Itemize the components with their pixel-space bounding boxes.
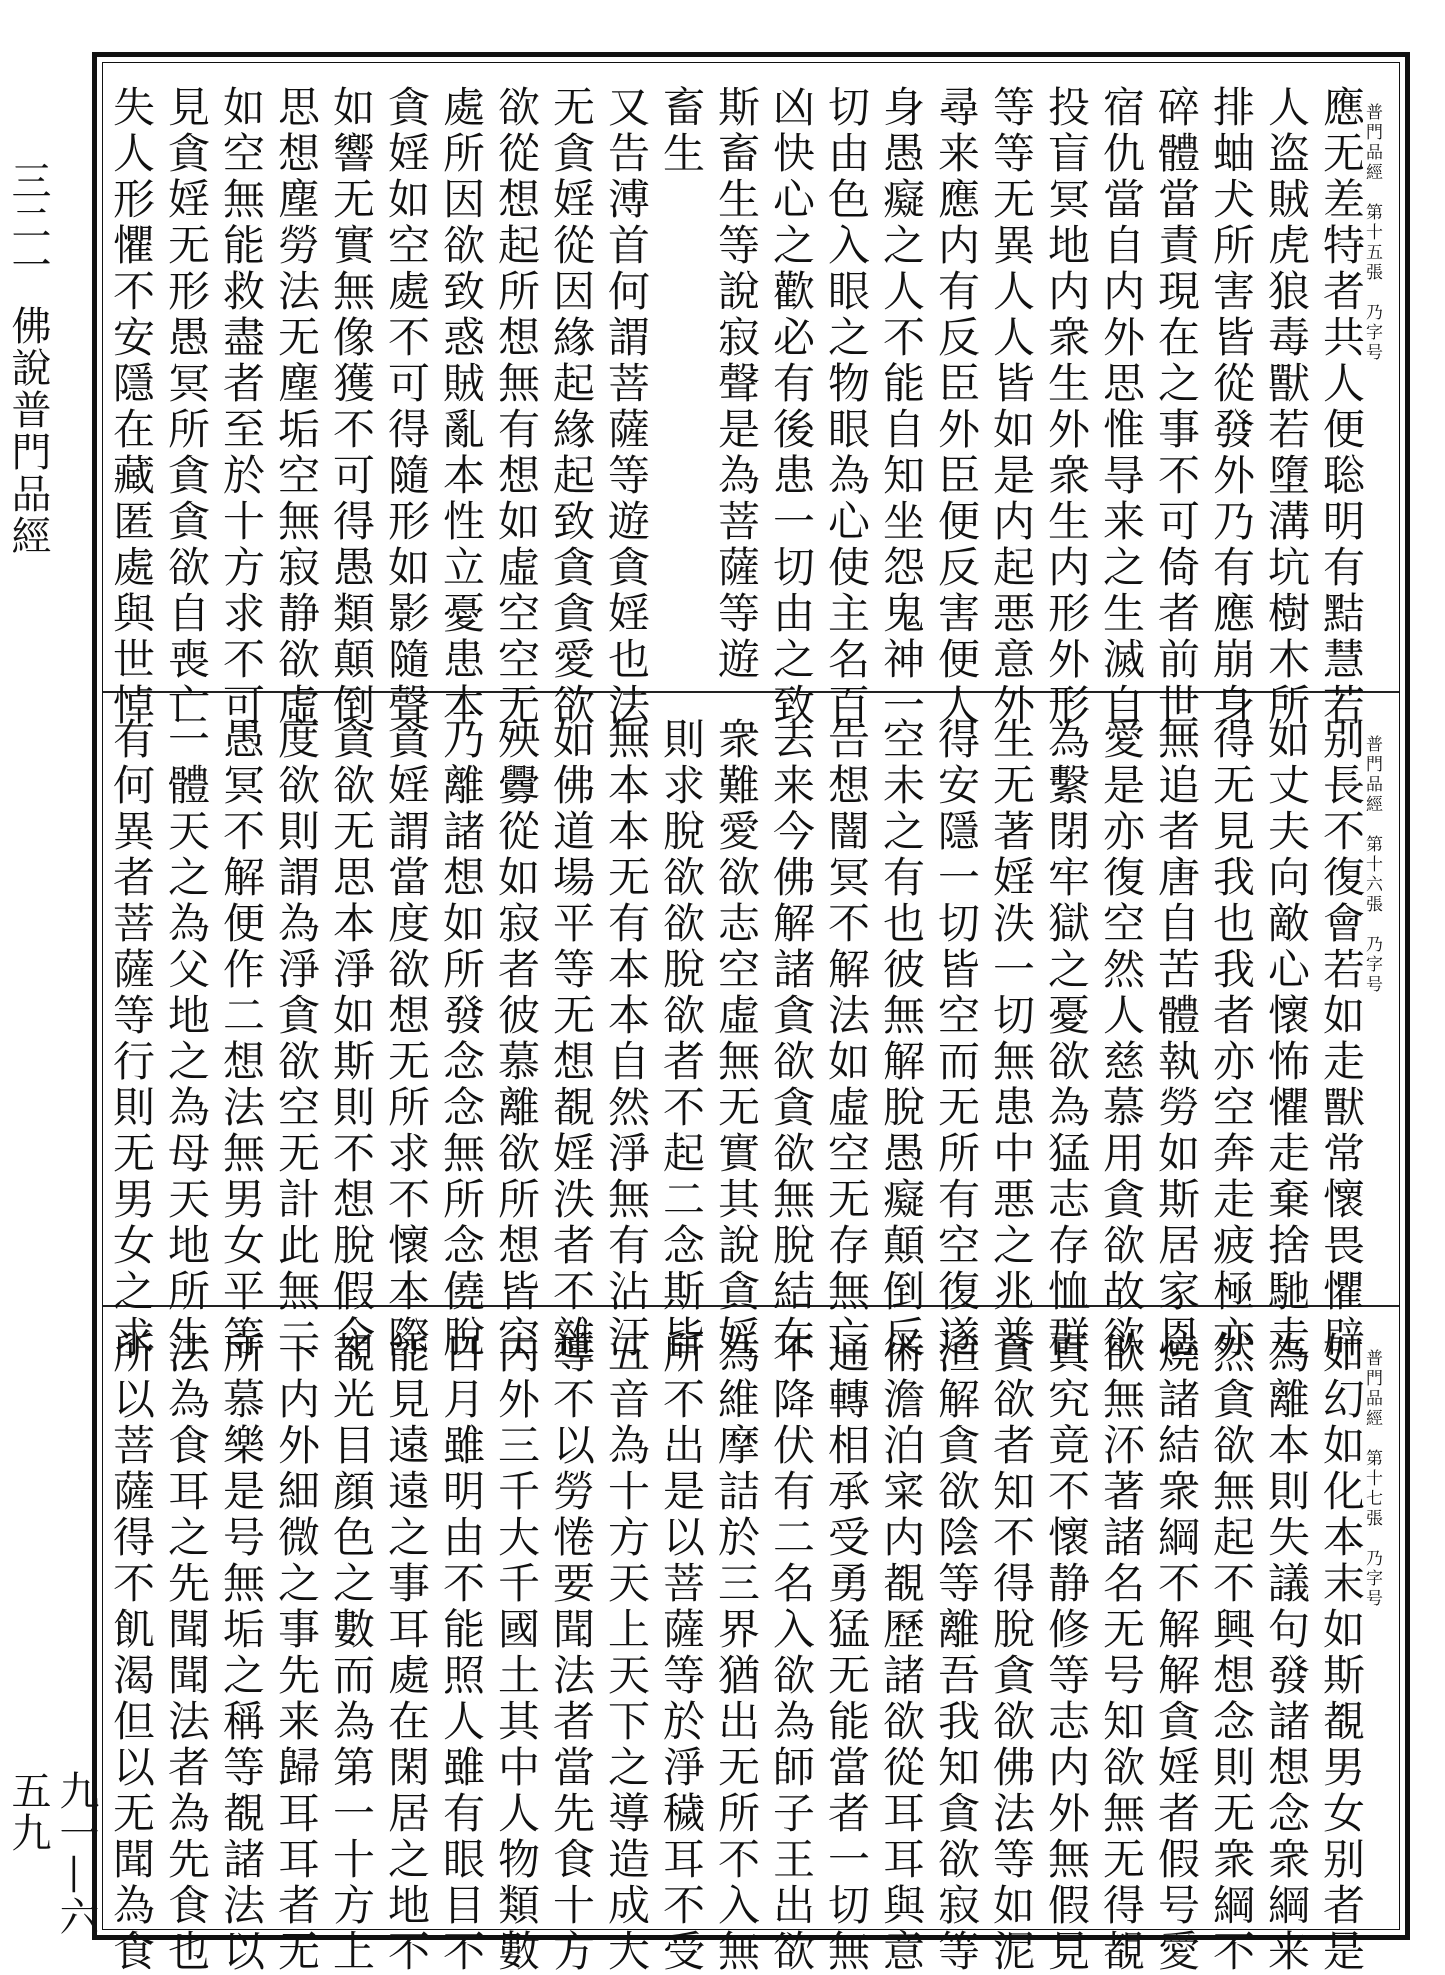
text-column: 得无見我也我者亦空奔走疲極亦: [1207, 717, 1256, 1361]
text-column: 衆難愛欲志空虛無无實其說貪婬: [712, 717, 761, 1361]
text-column: 投盲冥地内衆生外衆生内形外形: [1042, 85, 1091, 729]
text-column: 然貪欲無起不興想念則无衆綱不: [1207, 1331, 1256, 1975]
text-column: 通轉相承受勇猛无能當者一切無: [822, 1331, 871, 1975]
text-column: 見貪婬无形愚冥所貪貪欲自喪亡: [162, 85, 211, 729]
text-column: 身愚癡之人不能自知坐怨鬼神一: [877, 85, 926, 729]
text-column: 如佛道場平等无想覩婬泆者不雜: [547, 717, 596, 1361]
text-column: 五音為十方天上天下之導造成大: [602, 1331, 651, 1975]
panel-text: [104, 85, 1369, 729]
text-column: 如空無能救盡者至於十方求不可: [217, 85, 266, 729]
page-frame: [92, 52, 1410, 1975]
text-column: 无貪婬從因緣起緣起致貪貪愛欲: [547, 85, 596, 729]
sutra-title: 佛說普門品經: [5, 305, 51, 557]
text-panel-3: [103, 1309, 1399, 1975]
text-column: 術澹泊寀内覩歷諸欲從耳耳與意: [877, 1331, 926, 1975]
text-column: 如響无實無像獲不可得愚類顛倒: [327, 85, 376, 729]
text-column: 凶快心之歡必有後患一切由之致: [767, 85, 816, 729]
panel-margin-note: 普門品經 第十七張 乃字号: [1362, 1349, 1382, 1609]
text-column: 排蚰犬所害皆從發外乃有應崩身: [1207, 85, 1256, 729]
text-column: 欲從想起所想無有想如虛空空无: [492, 85, 541, 729]
text-column: 愚冥不解便作二想法無男女平等: [217, 717, 266, 1361]
text-column: 一體天之為父地之為母天地所生: [162, 717, 211, 1361]
panel-margin-note: 普門品經 第十六張 乃字号: [1362, 735, 1382, 995]
text-column: 能見遠遠之事耳處在閑居之地不: [382, 1331, 431, 1975]
text-column: 碎體當責現在之事不可倚者前世: [1152, 85, 1201, 729]
text-column: 處所因欲致惑賊亂本性立憂患本: [437, 85, 486, 729]
text-panel-2: [103, 695, 1399, 1361]
text-column: 所不出是以菩薩等於淨穢耳不受: [657, 1331, 706, 1975]
text-column: 為維摩詰於三界猶出无所不入無: [712, 1331, 761, 1975]
text-column: 下内外細微之事先来歸耳耳者无: [272, 1331, 321, 1975]
text-column: 切由色入眼之物眼為心使主名百: [822, 85, 871, 729]
text-column: 人盗賊虎狼毒獸若墮溝坑樹木所: [1262, 85, 1311, 729]
text-column: 空未之有也彼無解脫愚癡顛倒反: [877, 717, 926, 1361]
text-column: 又告溥首何謂菩薩等遊貪婬也法: [602, 85, 651, 729]
text-column: 度欲則謂為淨貪欲空无計此無二: [272, 717, 321, 1361]
text-column: 無追者唐自苦體執勞如斯居家恩: [1152, 717, 1201, 1361]
text-column: 貪欲者知不得脫貪欲佛法等如泥: [987, 1331, 1036, 1975]
text-column: 所以菩薩得不飢渴但以无聞為食: [107, 1331, 156, 1975]
text-column: 思想塵勞法无塵垢空無寂静欲虛: [272, 85, 321, 729]
text-column: 殃釁從如寂者彼慕離欲所想皆空: [492, 717, 541, 1361]
text-column: 所慕樂是号無垢之稱等覩諸法以: [217, 1331, 266, 1975]
text-column: 别長不復會若如走獸常懷畏懼辟: [1317, 717, 1366, 1361]
side-margin: [4, 140, 99, 1960]
text-column: 失人形懼不安隱在藏匿處與世悼: [107, 85, 156, 729]
text-column: 等等无異人人皆如是内起悪意外: [987, 85, 1036, 729]
text-column: 内外三千大千國土其中人物類數: [492, 1331, 541, 1975]
page-number: 九一—六五九: [5, 1770, 99, 1938]
text-column: 法為食耳之先聞聞法者為先食也: [162, 1331, 211, 1975]
text-column: 貪欲无思本淨如斯則不想脫假令: [327, 717, 376, 1361]
text-column: 燒諸結衆綱不解解貪婬者假号愛: [1152, 1331, 1201, 1975]
text-panel-1: [103, 63, 1399, 729]
text-column: 尋来應内有反臣外臣便反害便人: [932, 85, 981, 729]
text-column: 乃離諸想如所發念念無所念僥脫: [437, 717, 486, 1361]
text-column: 如幻如化本末如斯覩男女别者是: [1317, 1331, 1366, 1975]
panel-text: [104, 717, 1369, 1361]
panel-margin-note: 普門品經 第十五張 乃字号: [1362, 103, 1382, 363]
text-column: 應无差特者共人便聡明有黠慧若: [1317, 85, 1366, 729]
text-column: 不降伏有二名入欲為師子王出欲: [767, 1331, 816, 1975]
text-column: 欲無㳅著諸名无号知欲無无得覩: [1097, 1331, 1146, 1975]
text-column: 覩光目顔色之數而為第一十方上: [327, 1331, 376, 1975]
text-column: 則求脫欲欲脫欲者不起二念斯皆: [657, 717, 706, 1361]
text-column: 洹解貪欲陰等離吾我知貪欲寂等: [932, 1331, 981, 1975]
text-column: 導不以勞惓要聞法者當先食十方: [547, 1331, 596, 1975]
panel-text: [104, 1331, 1369, 1975]
text-column: 畜生: [657, 85, 706, 177]
text-column: 為離本則失議句發諸想念衆綱来: [1262, 1331, 1311, 1975]
text-column: 貪婬謂當度欲想无所求不懷本際: [382, 717, 431, 1361]
text-column: 宿仇當自内外思惟㝵来之生滅自: [1097, 85, 1146, 729]
text-column: 斯畜生等說寂聲是為菩薩等遊: [712, 85, 761, 683]
text-column: 告想闇冥不解法如虛空无存無亡: [822, 717, 871, 1361]
text-column: 愛是亦復空然人慈慕用貪欲故欲: [1097, 717, 1146, 1361]
text-column: 生无著婬泆一切無患中悪之兆普: [987, 717, 1036, 1361]
text-column: 如丈夫向敵心懷怖懼走棄捨馳走: [1262, 717, 1311, 1361]
volume-number: 三二一: [5, 160, 51, 286]
text-column: 無本本无有本本自然淨無有沾汙: [602, 717, 651, 1361]
text-column: 有何異者菩薩等行則无男女之求: [107, 717, 156, 1361]
text-column: 真究竟不懷静修等志内外無假見: [1042, 1331, 1091, 1975]
text-column: 日月雖明由不能照人雖有眼目不: [437, 1331, 486, 1975]
text-column: 貪婬如空處不可得隨形如影隨聲: [382, 85, 431, 729]
text-column: 得安隱一切皆空而无所有空復遂: [932, 717, 981, 1361]
text-column: 為繫閉牢獄之憂欲為猛志存恤群: [1042, 717, 1091, 1361]
text-column: 去来今佛解諸貪欲貪欲無脫結在: [767, 717, 816, 1361]
